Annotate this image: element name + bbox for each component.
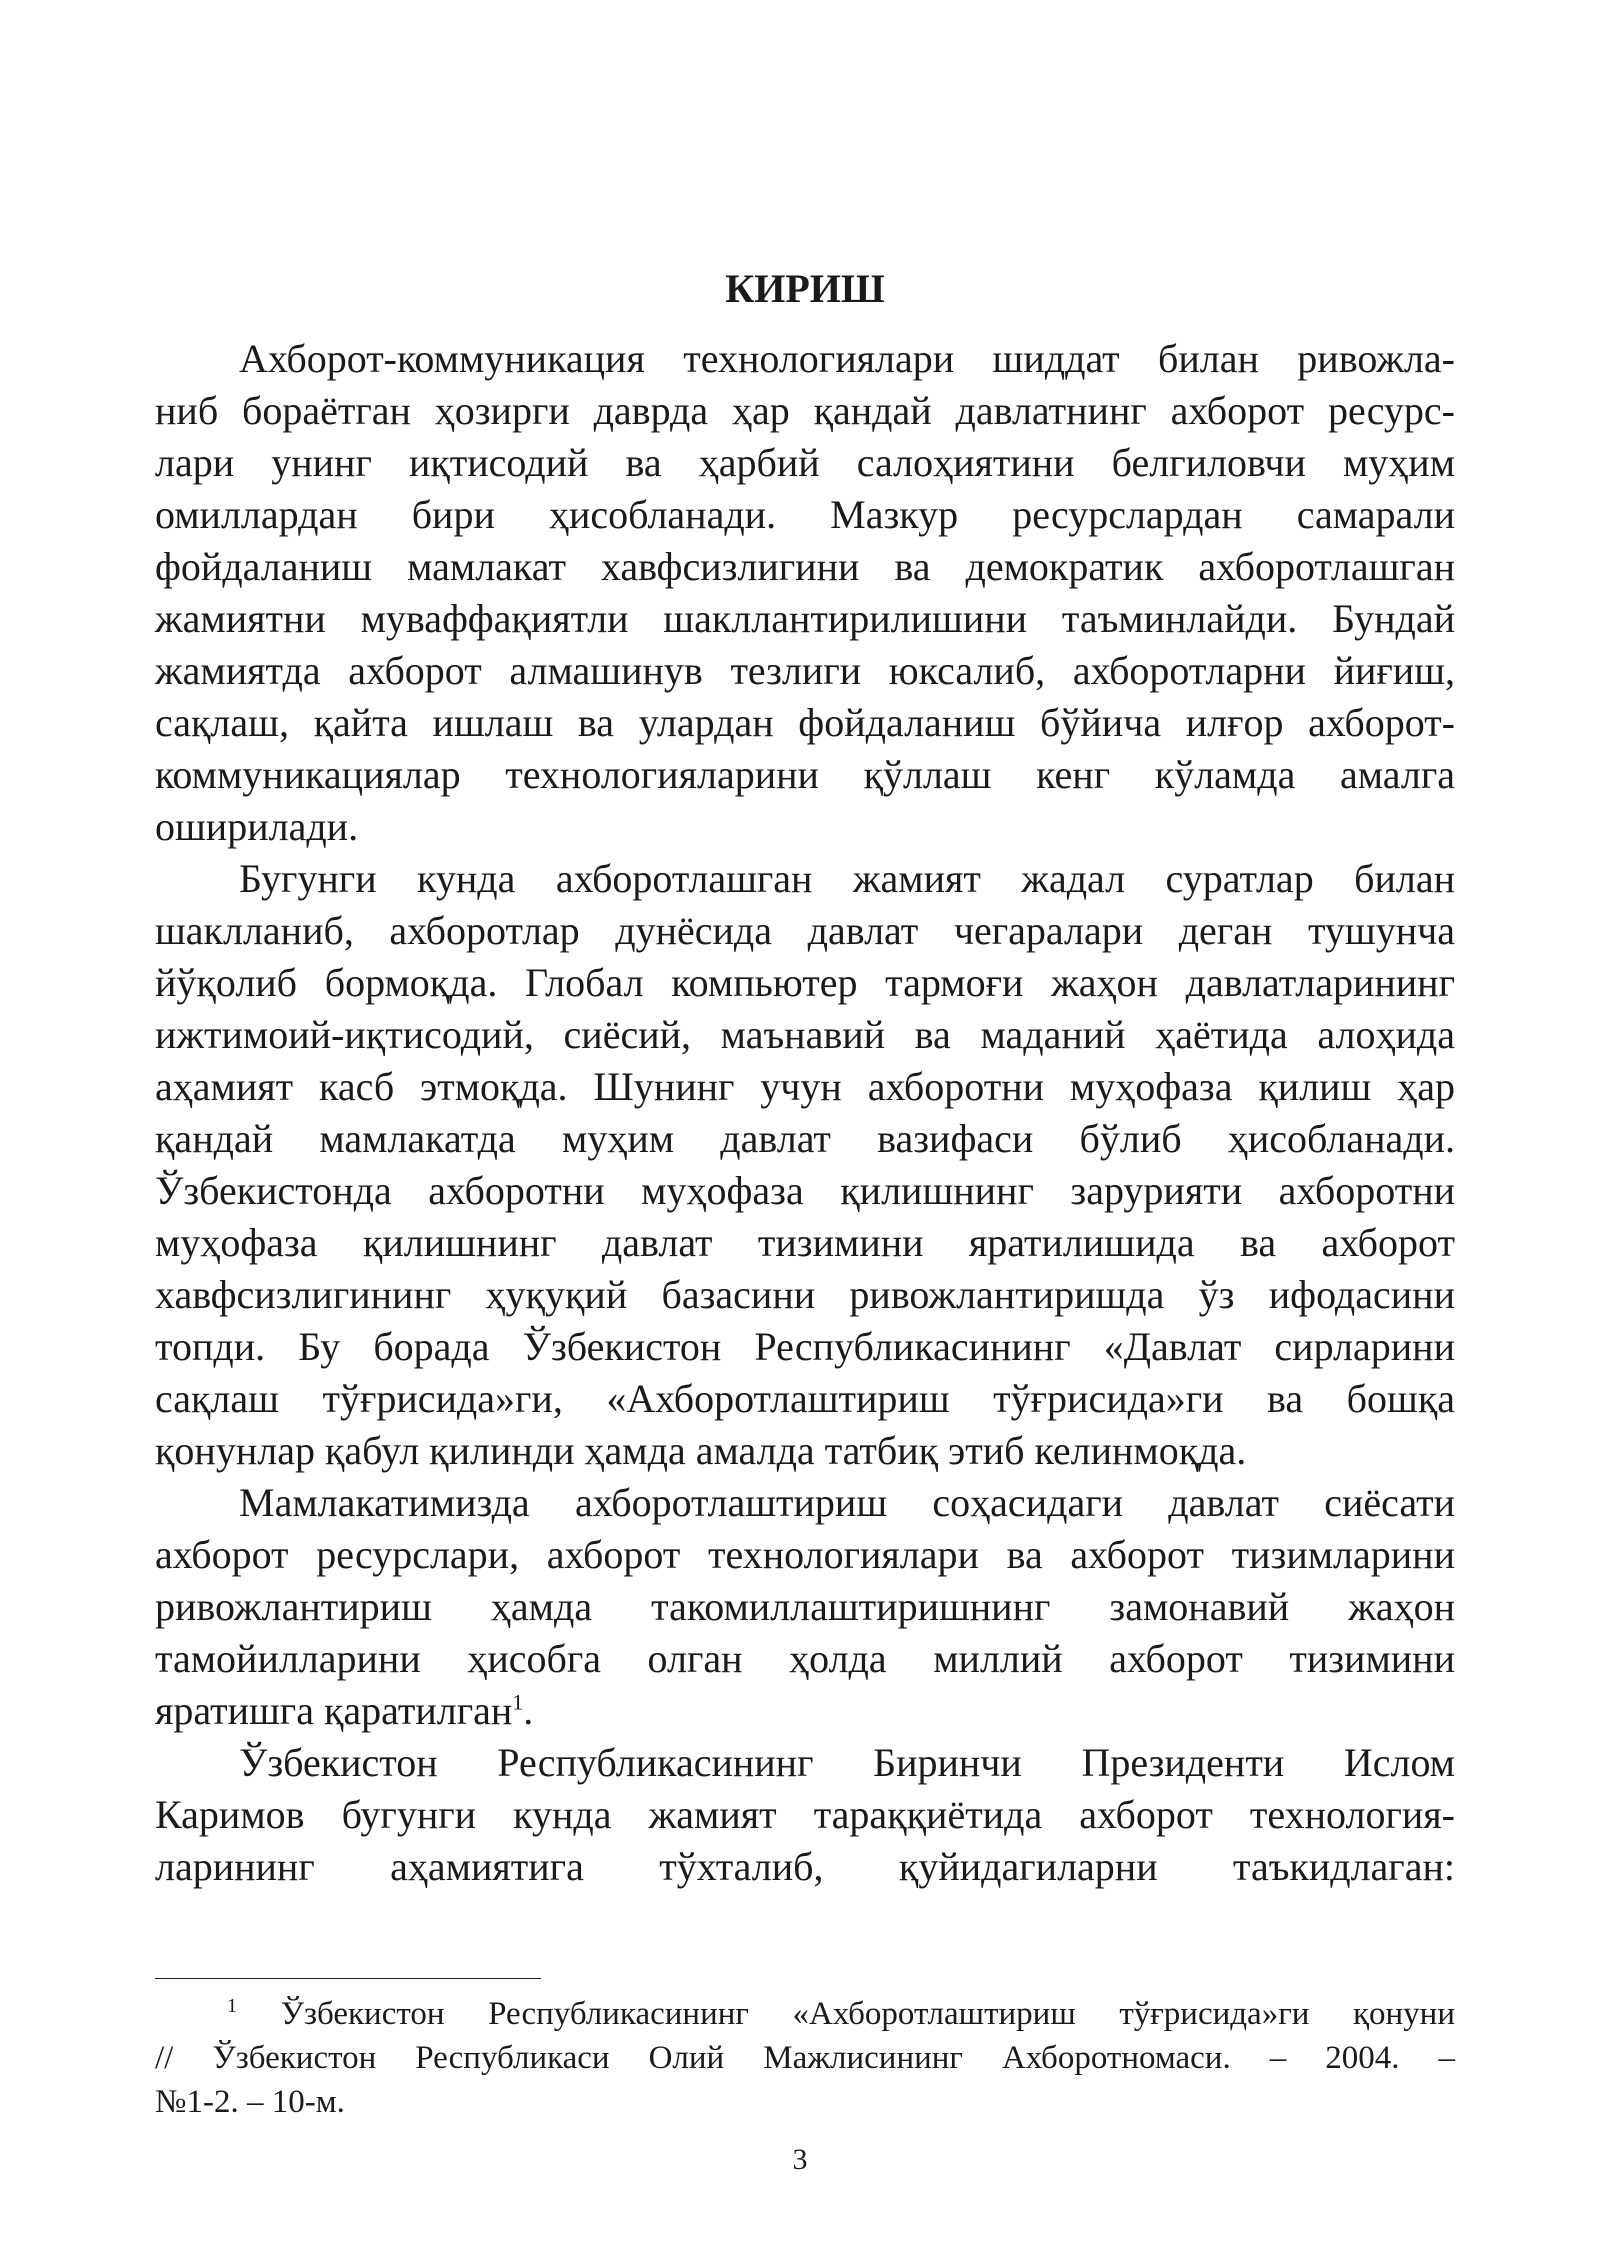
footnote-text: Ўзбекистон Республикасининг «Ахборотлаштириш тўғрисида»ги қонуни (280, 1996, 1455, 2032)
text-line: йўқолиб бормоқда. Глобал компьютер тармоғи жаҳон давлатларининг (155, 960, 1455, 1005)
text-line: Каримов бугунги кунда жамият тараққиётида ахборот технология- (155, 1792, 1455, 1837)
text-line: хавфсизлигининг ҳуқуқий базасини ривожлантиришда ўз ифодасини (155, 1272, 1455, 1317)
text-line: лари унинг иқтисодий ва ҳарбий салоҳиятини белгиловчи муҳим (155, 440, 1455, 485)
paragraph-3 (155, 1477, 1455, 1737)
text-line: қонунлар қабул қилинди ҳамда амалда татбиқ этиб келинмоқда. (155, 1428, 1247, 1473)
text-line: қандай мамлакатда муҳим давлат вазифаси бўлиб ҳисобланади. (155, 1116, 1455, 1161)
paragraph-4 (155, 1737, 1455, 1893)
text-line: аҳамият касб этмоқда. Шунинг учун ахборотни муҳофаза қилиш ҳар (155, 1064, 1455, 1109)
page-number: 3 (792, 2143, 808, 2176)
text-line: Бугунги кунда ахборотлашган жамият жадал суратлар билан (239, 856, 1455, 901)
text-line: ривожлантириш ҳамда такомиллаштиришнинг замонавий жаҳон (155, 1584, 1455, 1629)
footnote-line: // Ўзбекистон Республикаси Олий Мажлисининг Ахборотномаси. – 2004. – (155, 2040, 1455, 2076)
footnote-divider (155, 1978, 541, 1979)
text-line: ахборот ресурслари, ахборот технологиялари ва ахборот тизимларини (155, 1532, 1455, 1577)
section-title: КИРИШ (725, 266, 885, 311)
footnote-marker: 1 (227, 1995, 237, 2017)
footnote-reference[interactable]: 1 (512, 1689, 524, 1715)
text-line: Ахборот-коммуникация технологиялари шиддат билан ривожла- (239, 336, 1455, 381)
sentence-end: . (523, 1688, 534, 1733)
text-line: сақлаш тўғрисида»ги, «Ахборотлаштириш тўғрисида»ги ва бошқа (155, 1376, 1455, 1421)
text-line: Ўзбекистон Республикасининг Биринчи Президенти Ислом (239, 1740, 1455, 1785)
text-line: ларининг аҳамиятига тўхталиб, қуйидагиларни таъкидлаган: (155, 1844, 1455, 1889)
text-line: шаклланиб, ахборотлар дунёсида давлат чегаралари деган тушунча (155, 908, 1455, 953)
text-line: тамойилларини ҳисобга олган ҳолда миллий ахборот тизимини (155, 1636, 1455, 1681)
text-line: сақлаш, қайта ишлаш ва улардан фойдаланиш бўйича илғор ахборот- (155, 700, 1455, 745)
paragraph-1 (155, 333, 1455, 853)
footnote-line: №1-2. – 10-м. (155, 2084, 345, 2120)
text-line: ижтимоий-иқтисодий, сиёсий, маънавий ва маданий ҳаётида алоҳида (155, 1012, 1455, 1057)
paragraph-2 (155, 853, 1455, 1477)
text-line: омиллардан бири ҳисобланади. Мазкур ресурслардан самарали (155, 492, 1455, 537)
text-line: ниб бораётган ҳозирги даврда ҳар қандай давлатнинг ахборот ресурс- (155, 388, 1455, 433)
text-line: Ўзбекистонда ахборотни муҳофаза қилишнинг зарурияти ахборотни (155, 1168, 1455, 1213)
text-line: Мамлакатимизда ахборотлаштириш соҳасидаги давлат сиёсати (239, 1480, 1455, 1525)
text-line: оширилади. (155, 804, 359, 849)
text-line: муҳофаза қилишнинг давлат тизимини яратилишида ва ахборот (155, 1220, 1455, 1265)
text-fragment: яратишга қаратилган (155, 1688, 513, 1733)
text-line: коммуникациялар технологияларини қўллаш кенг кўламда амалга (155, 752, 1455, 797)
text-line: жамиятни муваффақиятли шакллантирилишини таъминлайди. Бундай (155, 596, 1455, 641)
footnote-line (155, 1992, 1455, 2036)
text-line: фойдаланиш мамлакат хавфсизлигини ва демократик ахборотлашган (155, 544, 1455, 589)
text-line-with-footnote (155, 1685, 1455, 1737)
text-line: жамиятда ахборот алмашинув тезлиги юксалиб, ахборотларни йиғиш, (155, 648, 1455, 693)
footnote (155, 1992, 1455, 2124)
text-line: топди. Бу борада Ўзбекистон Республикасининг «Давлат сирларини (155, 1324, 1455, 1369)
page-body (155, 265, 1455, 1893)
